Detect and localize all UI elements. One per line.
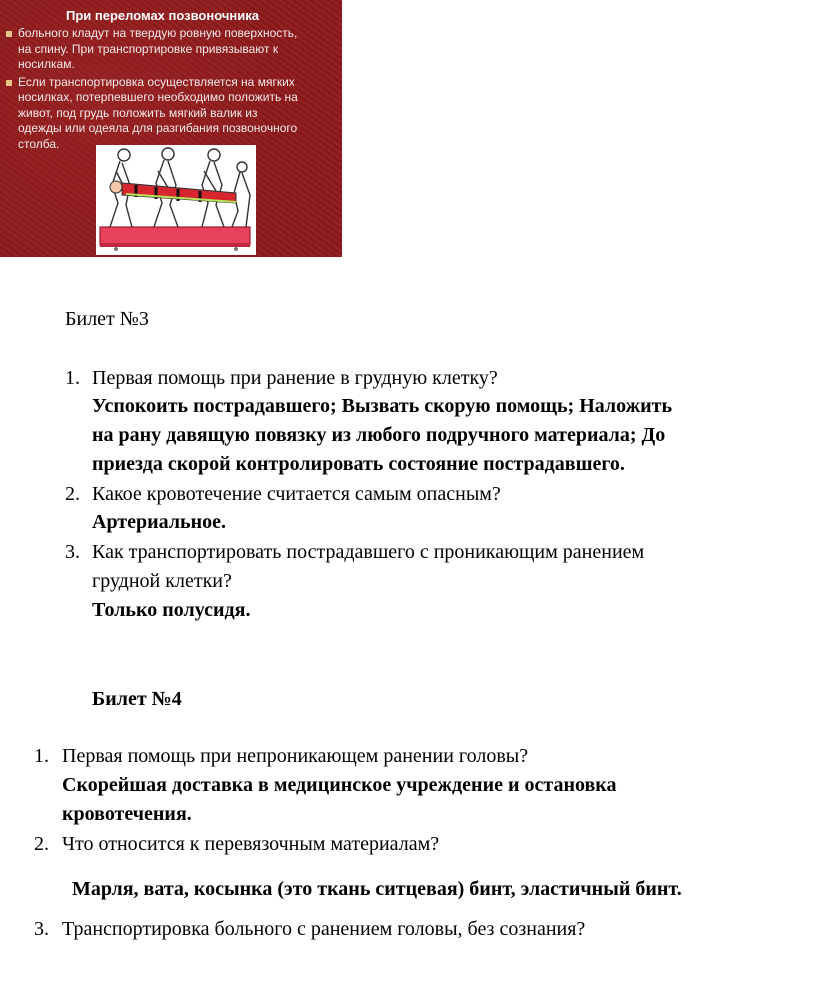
question-number: 1. [65, 367, 80, 389]
question-number: 3. [34, 918, 49, 940]
question-text: Первая помощь при непроникающем ранении головы? [62, 745, 529, 767]
answer-text: приезда скорой контролировать состояние пострадавшего. [92, 453, 625, 475]
question-number: 2. [34, 833, 49, 855]
question-number: 3. [65, 541, 80, 563]
ticket-4-title: Билет №4 [92, 688, 182, 710]
slide-bullet: больного кладут на твердую ровную поверхность, на спину. При транспортировке привязывают к носилкам. [6, 26, 336, 73]
rescuers-carrying-patient-icon [96, 145, 256, 255]
question-text: Что относится к перевязочным материалам? [62, 833, 440, 855]
question-number: 2. [65, 483, 80, 505]
question-text: Транспортировка больного с ранением головы, без сознания? [62, 918, 586, 940]
question-text: грудной клетки? [92, 570, 232, 592]
slide-bullet: Если транспортировка осуществляется на мягких носилках, потерпевшего необходимо положить на живот, под грудь положить мягкий валик из одежды или одеяла для разгибания позвоночного столба. [6, 75, 336, 153]
slide-image [0, 0, 342, 257]
question-number: 1. [34, 745, 49, 767]
ticket-3-title: Билет №3 [65, 308, 149, 330]
stretcher-illustration [96, 145, 256, 255]
answer-text: кровотечения. [62, 803, 192, 825]
square-bullet-icon [6, 80, 12, 86]
question-text: Какое кровотечение считается самым опасным? [92, 483, 501, 505]
slide-title: При переломах позвоночника [66, 8, 259, 23]
square-bullet-icon [6, 31, 12, 37]
slide-bullet-list [6, 26, 336, 154]
answer-text: на рану давящую повязку из любого подручного материала; До [92, 424, 666, 446]
answer-text: Только полусидя. [92, 599, 251, 621]
question-text: Как транспортировать пострадавшего с проникающим ранением [92, 541, 645, 563]
question-text: Первая помощь при ранение в грудную клетку? [92, 367, 498, 389]
answer-text: Успокоить пострадавшего; Вызвать скорую помощь; Наложить [92, 395, 673, 417]
answer-text: Скорейшая доставка в медицинское учреждение и остановка [62, 774, 617, 796]
answer-text: Марля, вата, косынка (это ткань ситцевая) бинт, эластичный бинт. [72, 878, 682, 900]
answer-text: Артериальное. [92, 511, 227, 533]
